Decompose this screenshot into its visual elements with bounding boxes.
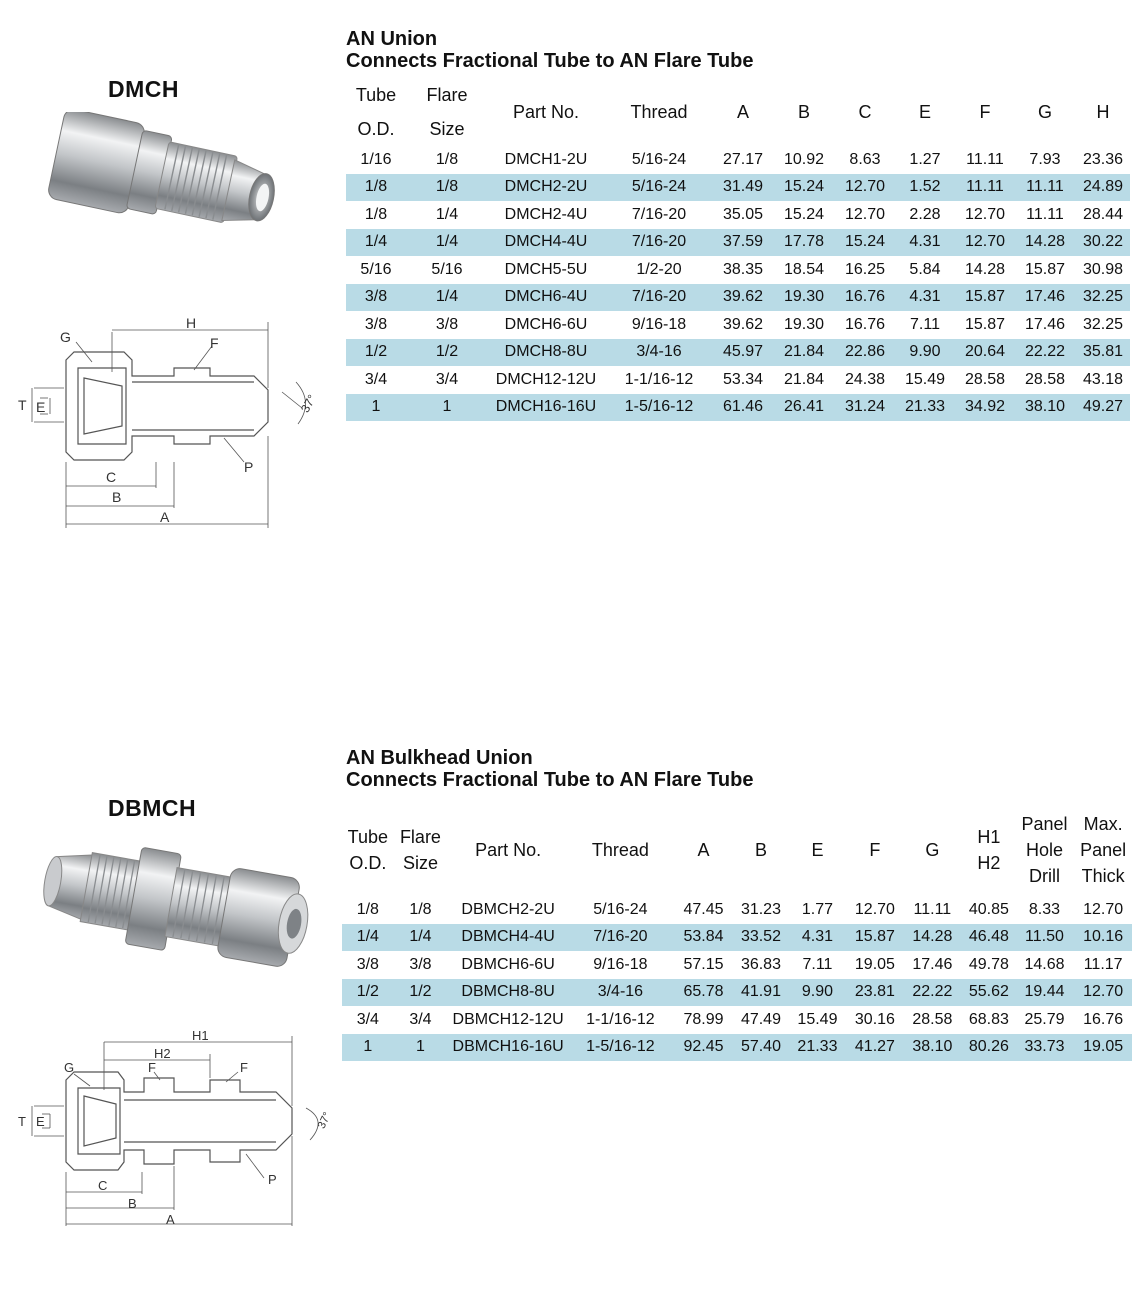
col-header-g: G [925,840,940,860]
table-cell: DBMCH4-4U [447,924,569,952]
table-cell: 1.52 [894,174,956,202]
table-cell: 28.58 [1024,370,1066,388]
table-cell: 28.58 [912,1010,953,1028]
col-header-max-panel-thick: Max. Panel Thick [1080,814,1127,886]
dmch-spec-table [346,78,1130,421]
table-cell: DMCH4-4U [488,229,604,257]
dmch-dimension-drawing [14,312,334,532]
table-cell: 7/16-20 [604,284,714,312]
drawing-label-e: E [36,1114,45,1129]
table-cell: 1/2 [394,979,448,1007]
table-cell: 11.11 [913,900,952,918]
table-cell: 15.87 [848,924,902,952]
table-cell: 4.31 [894,229,956,257]
drawing-label-h: H [186,315,197,331]
table-cell: 3/4 [356,1010,379,1028]
table-cell: 1/8 [346,174,406,202]
table-cell: 9/16-18 [593,955,648,973]
table-cell: 25.79 [1024,1010,1065,1028]
col-header-h: H [1096,102,1110,122]
table-cell: 36.83 [740,955,781,973]
table-cell: DBMCH6-6U [461,955,555,973]
section-title-line2: Connects Fractional Tube to AN Flare Tube [346,50,754,72]
table-cell: 1/8 [435,150,459,168]
col-header-b: B [797,102,810,122]
drawing-label-c: C [98,1178,108,1193]
dbmch-dimension-drawing [14,1030,344,1230]
table-cell: 11.11 [1014,174,1076,202]
table-cell: 19.44 [1015,979,1075,1007]
table-cell: 1 [406,394,488,422]
col-header-part-no: Part No. [512,102,580,122]
table-cell: 38.10 [902,1034,963,1062]
table-cell: 31.23 [740,900,781,918]
table-cell: 35.05 [722,205,764,223]
table-cell: 38.10 [1014,394,1076,422]
table-cell: DMCH2-2U [488,174,604,202]
col-header-e: E [811,840,824,860]
table-cell: 12.70 [844,205,886,223]
drawing-label-h1: H1 [192,1030,209,1043]
col-header-f: F [869,840,881,860]
table-row [346,284,1130,312]
table-cell: 23.81 [848,979,902,1007]
table-cell: 1.27 [909,150,941,168]
table-cell: 18.54 [783,260,825,278]
table-row [342,924,1132,952]
table-cell: 22.22 [1014,339,1076,367]
drawing-label-f2: F [240,1060,248,1075]
drawing-label-p: P [244,459,254,475]
col-header-panel-hole-drill: Panel Hole Drill [1021,814,1068,886]
drawing-label-a: A [160,509,170,525]
table-row [346,146,1130,174]
table-cell: 7.11 [802,955,833,973]
table-cell: 46.48 [963,924,1015,952]
table-cell: 30.16 [854,1010,895,1028]
table-cell: 17.46 [1024,315,1066,333]
table-cell: DBMCH8-8U [447,979,569,1007]
table-cell: 30.98 [1082,260,1124,278]
table-cell: 32.25 [1082,315,1124,333]
table-cell: 22.86 [836,339,894,367]
table-cell: 16.25 [844,260,886,278]
drawing-label-c: C [106,469,117,485]
drawing-label-e: E [36,399,46,415]
drawing-label-f: F [210,335,219,351]
table-cell: 4.31 [894,284,956,312]
table-cell: 9.90 [787,979,848,1007]
table-cell: 11.50 [1015,924,1075,952]
section-title [346,747,753,791]
table-cell: 53.34 [722,370,764,388]
table-cell: 1 [346,394,406,422]
table-cell: 1/8 [406,174,488,202]
table-cell: 21.33 [787,1034,848,1062]
table-cell: 39.62 [722,315,764,333]
table-cell: 12.70 [964,205,1006,223]
drawing-label-angle: 37° [297,392,320,415]
table-cell: 15.87 [964,315,1006,333]
section-title-line1: AN Bulkhead Union [346,747,533,769]
table-cell: 10.16 [1074,924,1132,952]
table-cell: 5/16-24 [593,900,648,918]
table-cell: 30.22 [1076,229,1130,257]
table-cell: 5/16-24 [631,150,687,168]
table-cell: 16.76 [844,315,886,333]
table-cell: 34.92 [956,394,1014,422]
table-cell: 15.49 [904,370,946,388]
table-cell: 68.83 [968,1010,1009,1028]
table-cell: 12.70 [854,900,895,918]
dmch-fitting-photo [40,112,310,260]
drawing-label-p: P [268,1172,277,1187]
drawing-label-a: A [166,1212,175,1227]
table-cell: 39.62 [714,284,772,312]
table-cell: 17.46 [912,955,953,973]
table-cell: 33.73 [1015,1034,1075,1062]
table-cell: DMCH6-4U [488,284,604,312]
table-cell: 1-1/16-12 [586,1010,655,1028]
table-cell: 1/2-20 [636,260,682,278]
table-cell: 27.17 [722,150,764,168]
table-cell: 4.31 [787,924,848,952]
table-header-row [346,78,1130,146]
table-cell: 21.84 [783,370,825,388]
table-cell: 1 [342,1034,394,1062]
table-cell: 1/4 [342,924,394,952]
table-cell: 16.76 [1083,1010,1124,1028]
table-cell: 9/16-18 [631,315,687,333]
table-cell: 14.68 [1024,955,1065,973]
table-row [346,174,1130,202]
table-cell: 40.85 [968,900,1009,918]
drawing-label-b: B [128,1196,137,1211]
table-cell: 26.41 [772,394,836,422]
table-cell: 3/4-16 [604,339,714,367]
col-header-e: E [918,102,931,122]
table-cell: 8.63 [849,150,881,168]
table-cell: 15.87 [1024,260,1066,278]
table-cell: 5.84 [909,260,941,278]
table-cell: 17.46 [1014,284,1076,312]
table-row [342,979,1132,1007]
table-cell: 15.49 [797,1010,838,1028]
table-cell: 31.49 [714,174,772,202]
table-cell: 61.46 [714,394,772,422]
table-cell: 1-5/16-12 [604,394,714,422]
table-cell: 3/4-16 [569,979,672,1007]
table-cell: 33.52 [735,924,787,952]
table-header-row [342,804,1132,896]
col-header-a: A [697,840,710,860]
table-cell: 23.36 [1082,150,1124,168]
table-cell: 20.64 [956,339,1014,367]
table-cell: 53.84 [672,924,735,952]
table-cell: 3/4 [409,1010,432,1028]
table-cell: 15.24 [783,205,825,223]
table-cell: DMCH2-4U [504,205,588,223]
table-cell: 12.70 [836,174,894,202]
table-cell: 3/8 [346,284,406,312]
table-cell: 55.62 [963,979,1015,1007]
table-cell: 41.91 [735,979,787,1007]
col-header-g: G [1037,102,1052,122]
table-cell: DMCH12-12U [495,370,597,388]
table-cell: 1/4 [435,205,459,223]
table-cell: 21.84 [772,339,836,367]
table-cell: 19.30 [783,315,825,333]
table-row [342,1034,1132,1062]
table-cell: 57.15 [683,955,724,973]
section-title-line1: AN Union [346,28,438,50]
table-cell: 11.17 [1083,955,1123,973]
table-cell: 1/2 [346,339,406,367]
table-cell: 1/8 [409,900,432,918]
table-row [346,394,1130,422]
table-cell: 1/4 [394,924,448,952]
table-cell: 1/4 [406,229,488,257]
table-cell: 3/4 [435,370,459,388]
table-row [346,256,1130,284]
table-cell: 1-5/16-12 [569,1034,672,1062]
table-cell: 3/4 [364,370,388,388]
table-row [342,951,1132,979]
drawing-label-g: G [64,1060,75,1075]
table-cell: 11.11 [956,174,1014,202]
dbmch-spec-table [342,804,1132,1061]
col-header-c: C [858,102,872,122]
table-cell: 24.38 [844,370,886,388]
table-cell: 1/4 [406,284,488,312]
table-cell: 10.92 [783,150,825,168]
col-header-h1-h2: H1 H2 [977,827,1001,873]
table-cell: 38.35 [722,260,764,278]
table-cell: 47.49 [740,1010,781,1028]
table-cell: 7/16-20 [604,229,714,257]
col-header-thread: Thread [591,840,649,860]
table-cell: 7/16-20 [569,924,672,952]
table-cell: 78.99 [683,1010,724,1028]
table-cell: 49.78 [968,955,1009,973]
table-cell: 28.44 [1082,205,1124,223]
table-cell: DMCH8-8U [488,339,604,367]
table-cell: DBMCH12-12U [452,1010,564,1028]
section-title-line2: Connects Fractional Tube to AN Flare Tube [346,769,754,791]
col-header-b: B [754,840,767,860]
drawing-label-h2: H2 [154,1046,171,1061]
table-cell: 32.25 [1076,284,1130,312]
dbmch-fitting-photo [36,838,316,978]
table-cell: 3/8 [409,955,432,973]
table-cell: 1/4 [346,229,406,257]
table-cell: 80.26 [963,1034,1015,1062]
table-cell: 35.81 [1076,339,1130,367]
table-row [346,339,1130,367]
table-cell: 24.89 [1076,174,1130,202]
table-cell: 17.78 [772,229,836,257]
table-cell: 5/16 [431,260,463,278]
table-cell: 21.33 [894,394,956,422]
drawing-label-angle: 37° [315,1110,334,1131]
drawing-label-f1: F [148,1060,156,1075]
table-cell: 57.40 [735,1034,787,1062]
table-cell: 3/8 [356,955,379,973]
col-header-tube-od: Tube O.D. [355,85,397,139]
col-header-tube-od: Tube O.D. [347,827,388,873]
table-cell: 92.45 [672,1034,735,1062]
table-cell: 22.22 [902,979,963,1007]
table-cell: 14.28 [1014,229,1076,257]
table-cell: 12.70 [1083,900,1124,918]
table-cell: 1/8 [364,205,388,223]
table-cell: 1/16 [360,150,392,168]
col-header-flare-size: Flare Size [399,827,441,873]
table-cell: DMCH1-2U [504,150,588,168]
table-cell: 11.11 [1026,205,1064,223]
section-title [346,28,753,72]
table-cell: 16.76 [836,284,894,312]
table-cell: 12.70 [956,229,1014,257]
table-cell: DBMCH2-2U [461,900,555,918]
table-cell: 14.28 [902,924,963,952]
table-cell: 11.11 [966,150,1004,168]
col-header-f: F [979,102,991,122]
table-cell: 7.11 [910,315,940,333]
table-cell: 37.59 [714,229,772,257]
col-header-part-no: Part No. [475,840,542,860]
table-cell: 19.05 [854,955,895,973]
table-cell: 43.18 [1082,370,1124,388]
table-cell: DMCH6-6U [504,315,588,333]
table-cell: 7.93 [1029,150,1061,168]
table-cell: 28.58 [964,370,1006,388]
table-cell: DMCH5-5U [504,260,588,278]
table-cell: 3/8 [364,315,388,333]
table-row [346,201,1130,229]
table-cell: 14.28 [964,260,1006,278]
table-cell: 1.77 [801,900,834,918]
table-cell: 47.45 [683,900,724,918]
table-cell: 19.05 [1074,1034,1132,1062]
table-cell: 7/16-20 [631,205,687,223]
table-cell: 12.70 [1074,979,1132,1007]
product-code: DBMCH [108,795,197,821]
table-cell: 3/8 [435,315,459,333]
table-cell: DMCH16-16U [488,394,604,422]
table-row [342,1006,1132,1034]
col-header-flare-size: Flare Size [426,85,468,139]
table-cell: 1/8 [356,900,379,918]
table-cell: 2.28 [909,205,941,223]
table-cell: 5/16 [360,260,392,278]
table-row [342,896,1132,924]
table-cell: 5/16-24 [604,174,714,202]
table-row [346,229,1130,257]
drawing-label-t: T [18,397,27,413]
table-cell: 49.27 [1076,394,1130,422]
drawing-label-b: B [112,489,122,505]
table-row [346,311,1130,339]
product-code: DMCH [108,76,179,102]
table-cell: 8.33 [1028,900,1061,918]
table-cell: 19.30 [772,284,836,312]
table-cell: DBMCH16-16U [447,1034,569,1062]
drawing-label-g: G [60,329,71,345]
table-cell: 1/2 [342,979,394,1007]
table-cell: 15.87 [956,284,1014,312]
table-cell: 9.90 [894,339,956,367]
col-header-thread: Thread [630,102,688,122]
table-cell: 1 [394,1034,448,1062]
table-cell: 65.78 [672,979,735,1007]
table-cell: 41.27 [848,1034,902,1062]
drawing-label-t: T [18,1114,26,1129]
col-header-a: A [736,102,749,122]
table-cell: 15.24 [772,174,836,202]
table-cell: 1-1/16-12 [624,370,694,388]
table-cell: 31.24 [836,394,894,422]
table-cell: 45.97 [714,339,772,367]
table-row [346,366,1130,394]
table-cell: 15.24 [836,229,894,257]
table-cell: 1/2 [406,339,488,367]
